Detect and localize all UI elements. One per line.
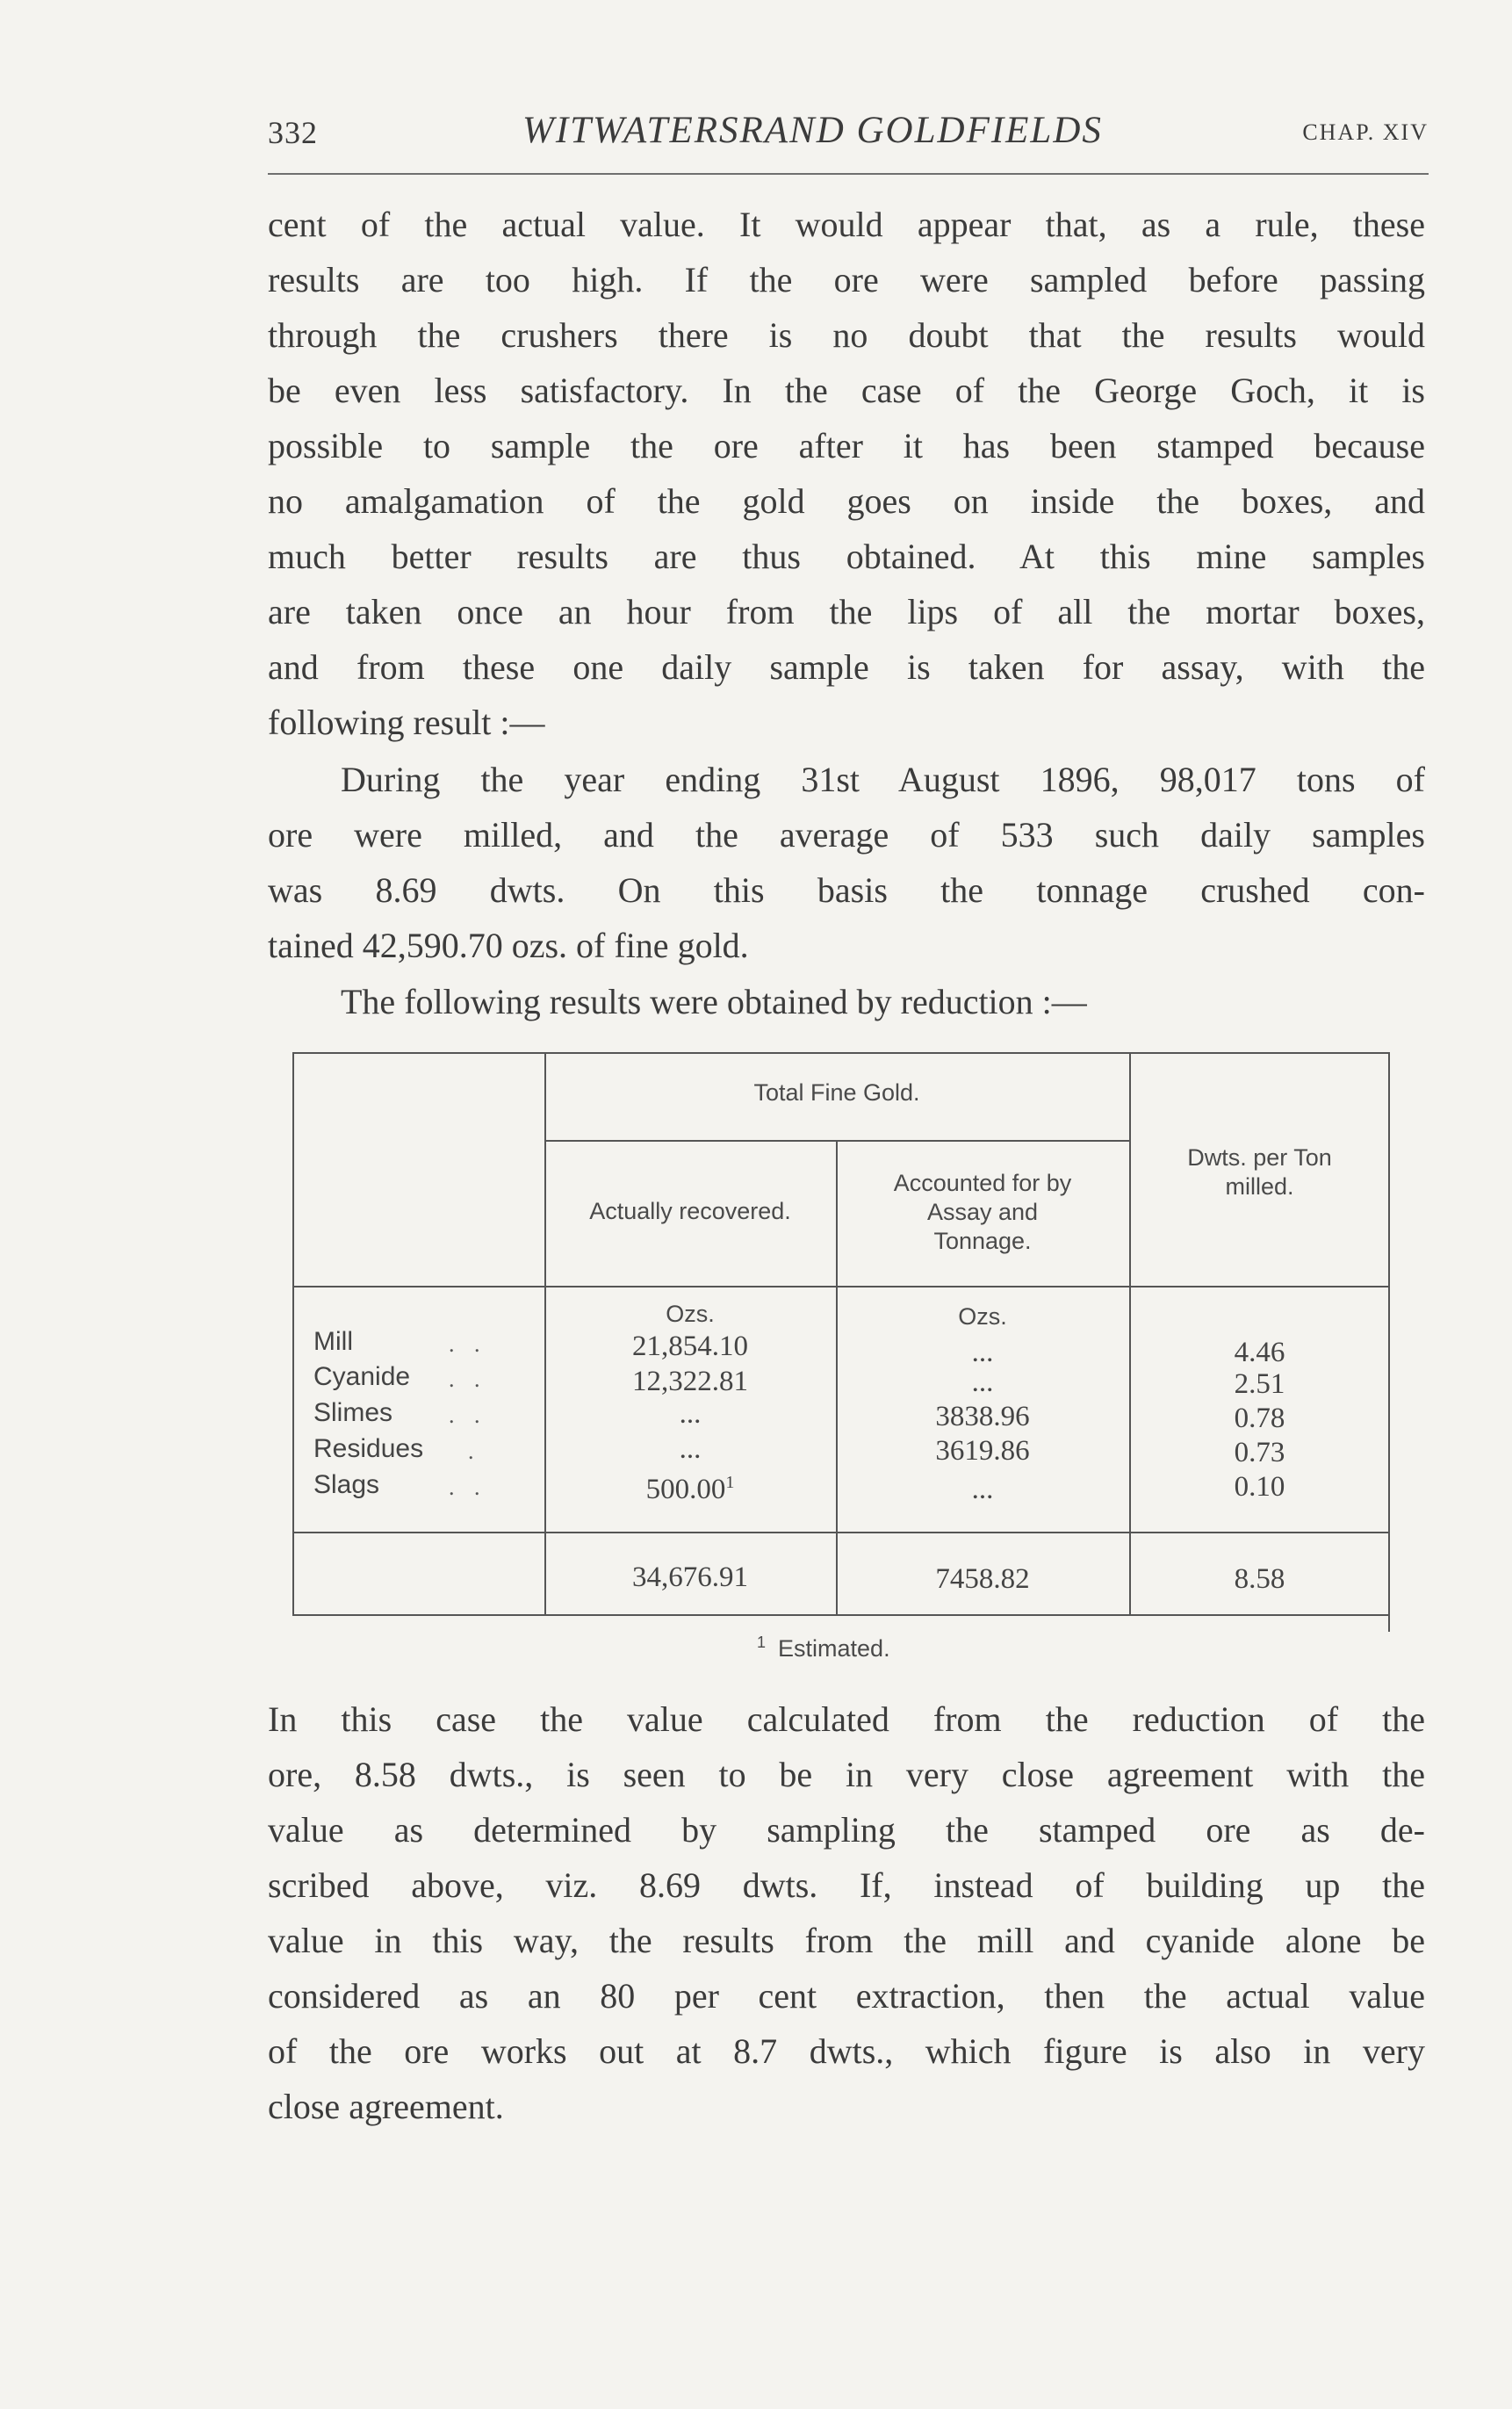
- text-line: In this case the value calculated from the reduction of the: [268, 1699, 1425, 1739]
- text-line: cent of the actual value. It would appear that, as a rule, these: [268, 205, 1425, 244]
- header-dwts-line: milled.: [1225, 1173, 1294, 1200]
- header-accounted-line: Assay and: [926, 1199, 1039, 1225]
- total-accounted: 7458.82: [935, 1563, 1030, 1595]
- text-line: The following results were obtained by reduction :—: [341, 982, 1087, 1021]
- reduction-results-table: [292, 1052, 1390, 1623]
- cell-slags-recovered: [544, 1472, 836, 1507]
- footnote-text: Estimated.: [778, 1635, 890, 1662]
- row-label-mill: Mill: [313, 1327, 353, 1356]
- text-line: are taken once an hour from the lips of all the mortar boxes,: [268, 592, 1425, 631]
- cell-cyanide-dwts: 2.51: [1234, 1368, 1285, 1400]
- text-line: considered as an 80 per cent extraction, then the actual value: [268, 1976, 1425, 2016]
- leader-dots: . .: [449, 1367, 487, 1392]
- text-line: tained 42,590.70 ozs. of fine gold.: [268, 926, 749, 965]
- header-total-fine-gold: Total Fine Gold.: [753, 1079, 920, 1106]
- text-line: following result :—: [268, 703, 545, 742]
- running-header: [268, 105, 1429, 158]
- header-actually-recovered: Actually recovered.: [589, 1198, 791, 1224]
- cell-residues-recovered: ...: [679, 1433, 702, 1465]
- header-rule: [268, 173, 1429, 175]
- header-dwts-per-ton: [1129, 1143, 1390, 1201]
- running-title: WITWATERSRAND GOLDFIELDS: [522, 110, 1103, 151]
- cell-cyanide-recovered: 12,322.81: [632, 1366, 748, 1397]
- header-accounted-line: Accounted for by: [893, 1170, 1072, 1196]
- total-recovered: 34,676.91: [632, 1562, 748, 1593]
- text-line: possible to sample the ore after it has been stamped because: [268, 426, 1425, 465]
- text-line: results are too high. If the ore were sampled before passing: [268, 260, 1425, 299]
- table-rule-totals: [292, 1532, 1390, 1533]
- row-label-slags: Slags: [313, 1470, 380, 1499]
- text-line: value as determined by sampling the stamped ore as de-: [268, 1810, 1425, 1850]
- text-line: no amalgamation of the gold goes on inside the boxes, and: [268, 481, 1425, 521]
- text-line: During the year ending 31st August 1896, 98,017 tons of: [341, 760, 1425, 799]
- total-dwts: 8.58: [1234, 1563, 1285, 1595]
- unit-ozs-accounted: Ozs.: [958, 1303, 1007, 1330]
- header-accounted-for: [836, 1169, 1129, 1256]
- text-line: through the crushers there is no doubt that the results would: [268, 315, 1425, 355]
- page-number: 332: [268, 115, 318, 150]
- unit-ozs-recovered: Ozs.: [666, 1301, 715, 1327]
- cell-cyanide-accounted: ...: [971, 1367, 994, 1398]
- cell-residues-accounted: 3619.86: [935, 1435, 1030, 1467]
- table-rule-top: [292, 1052, 1390, 1054]
- leader-dots: . .: [449, 1403, 487, 1428]
- cell-slimes-accounted: 3838.96: [935, 1401, 1030, 1432]
- footnote-marker: 1: [725, 1473, 735, 1492]
- leader-dots: .: [468, 1439, 481, 1464]
- leader-dots: . .: [449, 1475, 487, 1500]
- text-line: close agreement.: [268, 2087, 504, 2126]
- text-line: scribed above, viz. 8.69 dwts. If, instead of building up the: [268, 1865, 1425, 1905]
- table-rule-bottom: [292, 1614, 1390, 1616]
- text-line: value in this way, the results from the mill and cyanide alone be: [268, 1921, 1425, 1960]
- text-line: of the ore works out at 8.7 dwts., which figure is also in very: [268, 2031, 1425, 2071]
- cell-mill-accounted: ...: [971, 1337, 994, 1368]
- slags-recovered-value: 500.00: [645, 1474, 726, 1505]
- table-rule-header: [292, 1286, 1390, 1287]
- footnote-marker: 1: [757, 1634, 767, 1651]
- text-line: ore were milled, and the average of 533 such daily samples: [268, 815, 1425, 855]
- footnote: [757, 1635, 890, 1662]
- cell-mill-dwts: 4.46: [1234, 1337, 1285, 1368]
- cell-residues-dwts: 0.73: [1234, 1437, 1285, 1468]
- text-line: was 8.69 dwts. On this basis the tonnage crushed con-: [268, 870, 1425, 910]
- header-accounted-line: Tonnage.: [933, 1228, 1032, 1254]
- row-label-residues: Residues: [313, 1434, 424, 1463]
- row-label-cyanide: Cyanide: [313, 1362, 411, 1391]
- leader-dots: . .: [449, 1331, 487, 1357]
- cell-slags-accounted: ...: [971, 1474, 994, 1505]
- chapter-label: CHAP. XIV: [1302, 119, 1429, 145]
- cell-slags-dwts: 0.10: [1234, 1471, 1285, 1503]
- cell-slimes-dwts: 0.78: [1234, 1403, 1285, 1434]
- cell-slimes-recovered: ...: [679, 1398, 702, 1430]
- cell-mill-recovered: 21,854.10: [632, 1331, 748, 1362]
- text-line: ore, 8.58 dwts., is seen to be in very close agreement with the: [268, 1755, 1425, 1794]
- header-dwts-line: Dwts. per Ton: [1187, 1144, 1332, 1171]
- text-line: be even less satisfactory. In the case of the George Goch, it is: [268, 371, 1425, 410]
- row-label-slimes: Slimes: [313, 1398, 393, 1427]
- text-line: and from these one daily sample is taken for assay, with the: [268, 647, 1425, 687]
- table-rule-group: [544, 1140, 1129, 1142]
- text-line: much better results are thus obtained. At this mine samples: [268, 537, 1425, 576]
